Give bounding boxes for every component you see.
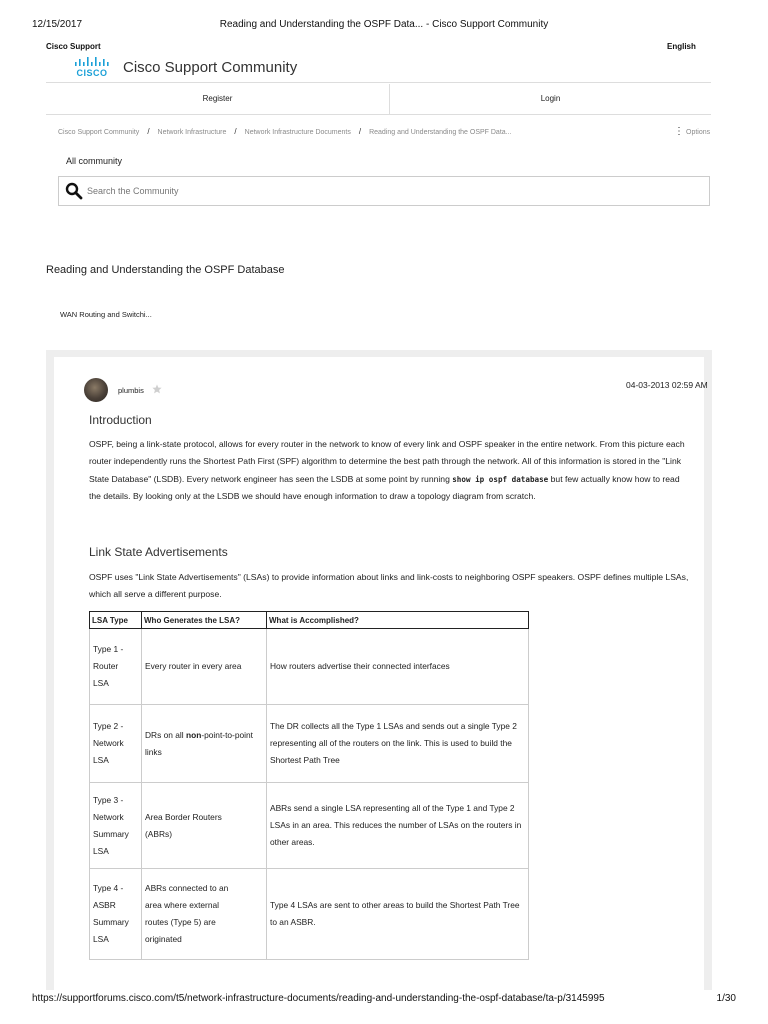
- lsa-table: [89, 611, 529, 960]
- cell-line: Network: [93, 738, 124, 748]
- what-cell: The DR collects all the Type 1 LSAs and sends out a single Type 2 representing all of the routers on the link. This is used to build the Shortest Path Tree: [267, 705, 529, 783]
- star-icon: [152, 384, 162, 394]
- column-header-what: What is Accomplished?: [267, 612, 529, 629]
- post-date: 04-03-2013 02:59 AM: [626, 380, 708, 390]
- cell-text: DRs on all: [145, 729, 186, 740]
- intro-code: show ip ospf database: [452, 474, 549, 484]
- topbar-brand[interactable]: Cisco Support: [46, 42, 101, 51]
- print-page-number: 1/30: [716, 993, 736, 1004]
- cell-line: LSA: [93, 845, 109, 856]
- lsa-type-cell: [90, 705, 142, 783]
- auth-bar: [46, 84, 711, 115]
- avatar[interactable]: [84, 378, 108, 402]
- intro-paragraph: [89, 436, 689, 505]
- search-scope[interactable]: All community: [66, 156, 123, 166]
- breadcrumb-item-network-infrastructure[interactable]: Network Infrastructure: [157, 129, 227, 136]
- breadcrumb-item-documents[interactable]: Network Infrastructure Documents: [244, 129, 351, 136]
- options-label: Options: [686, 129, 711, 136]
- what-cell: ABRs send a single LSA representing all of the Type 1 and Type 2 LSAs in an area. This reduces the number of LSAs on the routers in other areas.: [267, 783, 529, 869]
- cell-line: Summary: [93, 828, 129, 839]
- cisco-logo[interactable]: [72, 57, 112, 81]
- cell-line: Area Border Routers: [145, 811, 222, 822]
- search-box: [58, 176, 710, 206]
- login-button[interactable]: Login: [540, 94, 561, 103]
- language-selector[interactable]: English: [667, 42, 696, 51]
- cell-line: Type 1 -: [93, 644, 124, 654]
- lsa-type-cell: [90, 629, 142, 705]
- who-cell: [142, 629, 267, 705]
- cell-line: Router: [93, 661, 119, 671]
- cisco-bars-icon: [74, 57, 110, 67]
- site-header: [46, 56, 711, 83]
- cell-line: area where external: [145, 900, 220, 910]
- cell-line: originated: [145, 934, 182, 944]
- breadcrumb: [58, 127, 512, 136]
- breadcrumb-separator: /: [234, 127, 237, 136]
- cell-text-bold: non: [185, 729, 202, 740]
- cell-line: Type 4 -: [93, 883, 124, 893]
- breadcrumb-separator: /: [147, 127, 150, 136]
- cell-line: Summary: [93, 917, 129, 927]
- document-label[interactable]: WAN Routing and Switchi...: [60, 310, 152, 319]
- logo-text: CISCO: [76, 68, 108, 78]
- table-row: [90, 629, 529, 705]
- breadcrumb-separator: /: [358, 127, 362, 136]
- what-cell: How routers advertise their connected interfaces: [267, 629, 529, 705]
- lsa-type-cell: [90, 869, 142, 960]
- options-menu[interactable]: [674, 126, 710, 137]
- print-title: Reading and Understanding the OSPF Data... - Cisco Support Community: [219, 19, 549, 30]
- print-url: https://supportforums.cisco.com/t5/network-infrastructure-documents/reading-and-understanding-the-ospf-database/ta-p/3145995: [32, 993, 605, 1004]
- who-cell: [142, 705, 267, 783]
- column-header-lsa-type: LSA Type: [90, 612, 142, 629]
- site-name[interactable]: Cisco Support Community: [123, 59, 298, 76]
- table-header-row: [90, 612, 529, 629]
- intro-text-2: but few actually know how to read the details. By looking only at the LSDB we should have enough information to draw a topology diagram from scratch.: [89, 473, 680, 501]
- who-cell: [142, 869, 267, 960]
- table-row: [90, 869, 529, 960]
- breadcrumb-item-current[interactable]: Reading and Understanding the OSPF Data...: [369, 129, 512, 136]
- lsa-heading: Link State Advertisements: [89, 545, 228, 559]
- search-icon[interactable]: [65, 182, 83, 200]
- cell-line: ASBR: [93, 900, 116, 910]
- cell-line: LSA: [93, 934, 109, 944]
- column-header-who: Who Generates the LSA?: [142, 612, 267, 629]
- cell-line: ABRs connected to an: [145, 883, 229, 893]
- intro-heading: Introduction: [89, 413, 152, 427]
- lsa-paragraph: OSPF uses "Link State Advertisements" (LSAs) to provide information about links and link-costs to neighboring OSPF speakers. OSPF defines multiple LSAs, which all serve a different purpose.: [89, 572, 689, 599]
- breadcrumb-item-home[interactable]: Cisco Support Community: [58, 129, 140, 136]
- vertical-dots-icon: ⋮: [674, 126, 683, 137]
- cell-line: Type 3 -: [93, 794, 124, 805]
- search-input[interactable]: [87, 182, 687, 200]
- cell-line: (ABRs): [145, 828, 172, 839]
- cell-line: Network: [93, 811, 124, 822]
- cell-line: Every router in every area: [145, 661, 242, 671]
- cell-line: LSA: [93, 678, 109, 688]
- print-date: 12/15/2017: [32, 19, 83, 30]
- intro-text-1: OSPF, being a link-state protocol, allows for every router in the network to know of every link and OSPF speaker in the entire network. From this picture each router independently runs the Shortest Path First (SPF) algorithm to determine the best path through the network. All of this information is stored in the "Link State Database" (LSDB). Every network engineer has seen the LSDB at some point by running: [89, 439, 685, 484]
- cell-line: routes (Type 5) are: [145, 917, 216, 927]
- author-name[interactable]: plumbis: [118, 386, 144, 395]
- cell-text: -point-to-point links: [145, 729, 254, 757]
- lsa-type-cell: [90, 783, 142, 869]
- what-cell: Type 4 LSAs are sent to other areas to build the Shortest Path Tree to an ASBR.: [267, 869, 529, 960]
- table-row: [90, 783, 529, 869]
- cell-line: LSA: [93, 755, 109, 765]
- register-button[interactable]: Register: [202, 94, 233, 103]
- who-cell: [142, 783, 267, 869]
- cell-line: Type 2 -: [93, 721, 124, 731]
- table-row: [90, 705, 529, 783]
- page-title: Reading and Understanding the OSPF Database: [46, 264, 285, 276]
